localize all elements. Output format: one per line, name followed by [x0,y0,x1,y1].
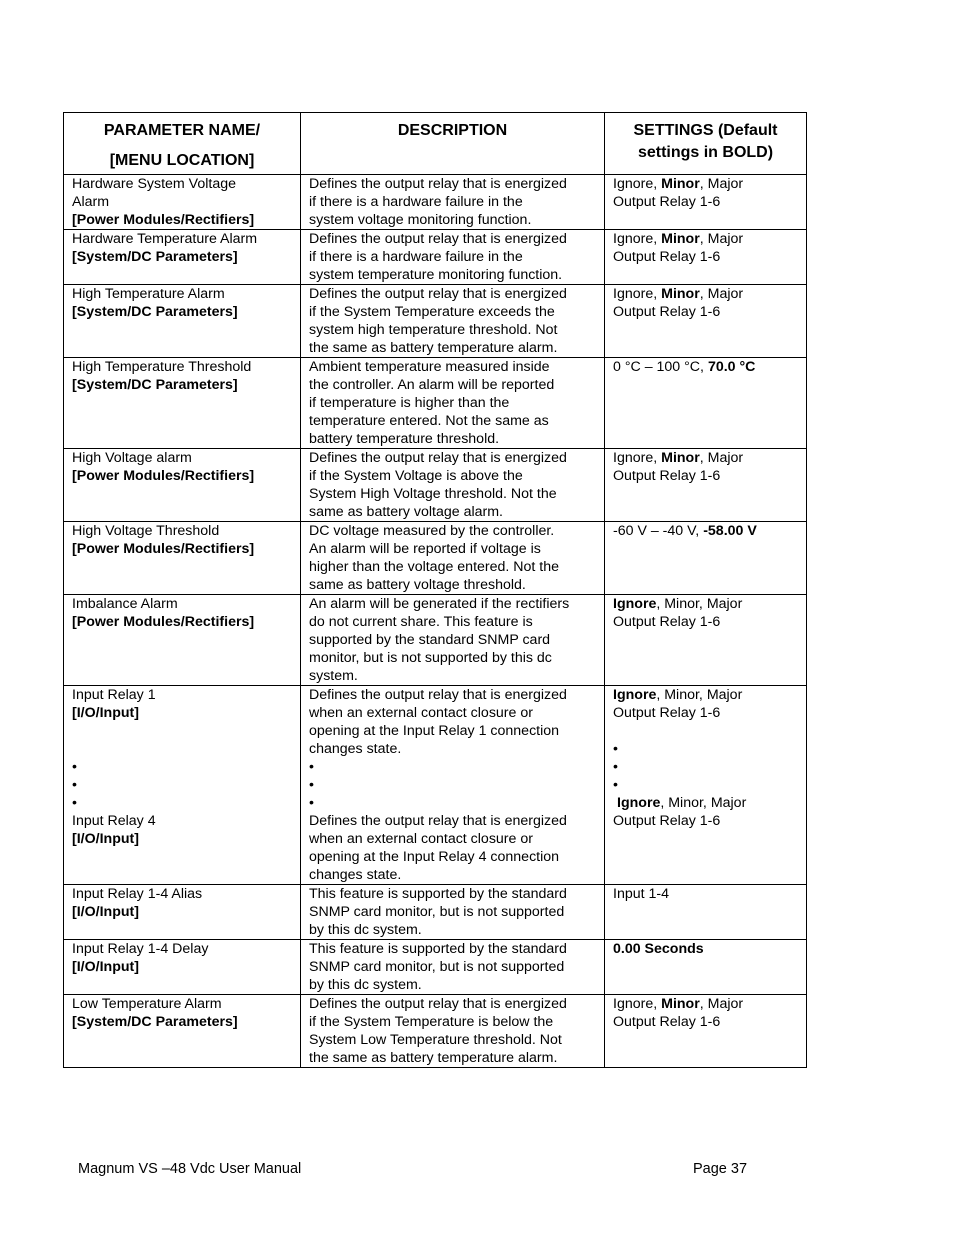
description-line: opening at the Input Relay 1 connection [309,723,560,739]
parameter-name: High Temperature Alarm [72,286,225,302]
settings-prefix: Ignore, [613,176,662,192]
description-cell [301,175,605,230]
settings-suffix: , Minor, Major [656,596,743,612]
parameter-cell [64,595,301,686]
parameter-name: Imbalance Alarm [72,596,178,612]
default-setting: 0.00 Seconds [613,941,704,957]
menu-location: [System/DC Parameters] [72,377,238,393]
footer-manual-title: Magnum VS –48 Vdc User Manual [78,1161,302,1177]
menu-location: [Power Modules/Rectifiers] [72,541,255,557]
parameter-name: Input Relay 1 [72,687,156,703]
settings-cell [605,595,807,686]
settings-cell [605,285,807,358]
description-line: System Low Temperature threshold. Not [309,1032,562,1048]
parameter-cell [64,285,301,358]
description-line: Defines the output relay that is energized [309,176,567,192]
table-row [64,940,807,995]
description-line: system voltage monitoring function. [309,212,532,228]
bullet: • [613,777,618,793]
header-settings: SETTINGS (Default settings in BOLD) [605,113,807,175]
parameter-cell [64,686,301,885]
settings-line: Output Relay 1-6 [613,614,721,630]
parameter-name: Hardware System Voltage [72,176,237,192]
table-body-lower [64,885,807,1068]
settings-prefix: Ignore, [613,450,662,466]
table-row [64,449,807,522]
settings-cell [605,358,807,449]
header-description: DESCRIPTION [301,113,605,175]
settings-cell: Ignore, Minor, Major Output Relay 1-6 • • • Ignore, Minor, Major Output Relay 1-6 [605,686,807,885]
settings-line: Output Relay 1-6 [613,468,721,484]
menu-location: [System/DC Parameters] [72,1014,238,1030]
description-line: Defines the output relay that is energized [309,813,567,829]
parameter-name: Input Relay 4 [72,813,156,829]
description-line: temperature entered. Not the same as [309,413,549,429]
settings-line [613,285,798,303]
bullet: • [72,759,77,775]
parameter-cell [64,358,301,449]
description-line: battery temperature threshold. [309,431,500,447]
description-line: if there is a hardware failure in the [309,194,523,210]
parameter-name: Alarm [72,194,110,210]
bullet: • [309,795,314,811]
description-cell [301,449,605,522]
description-cell [301,522,605,595]
menu-location: [I/O/Input] [72,959,139,975]
description-line: monitor, but is not supported by this dc [309,650,552,666]
description-line: SNMP card monitor, but is not supported [309,959,565,975]
description-line: opening at the Input Relay 4 connection [309,849,560,865]
description-line: when an external contact closure or [309,705,533,721]
description-line: when an external contact closure or [309,831,533,847]
description-cell [301,285,605,358]
menu-location: [I/O/Input] [72,904,139,920]
description-line: the same as battery temperature alarm. [309,1050,558,1066]
parameter-cell [64,522,301,595]
parameter-cell [64,995,301,1068]
settings-line [613,230,798,248]
description-line: same as battery voltage alarm. [309,504,503,520]
settings-prefix: -60 V – -40 V, [613,523,704,539]
default-setting: Ignore [617,795,661,811]
table-row [64,285,807,358]
settings-prefix: Input 1-4 [613,886,670,902]
description-line: system high temperature threshold. Not [309,322,558,338]
menu-location: [I/O/Input] [72,705,139,721]
menu-location: [System/DC Parameters] [72,304,238,320]
settings-line: Output Relay 1-6 [613,194,721,210]
table-row [64,686,807,885]
menu-location: [System/DC Parameters] [72,249,238,265]
default-setting: Minor [661,176,700,192]
settings-suffix: , Major [699,176,744,192]
description-line: Defines the output relay that is energized [309,286,567,302]
description-line: by this dc system. [309,977,422,993]
parameter-cell [64,175,301,230]
description-line: Ambient temperature measured inside [309,359,550,375]
description-line: This feature is supported by the standard [309,886,567,902]
default-setting: 70.0 °C [707,359,756,375]
description-line: if the System Voltage is above the [309,468,523,484]
settings-line [613,885,798,903]
description-line: system. [309,668,358,684]
description-line: changes state. [309,867,402,883]
description-cell [301,686,605,885]
table-row [64,175,807,230]
description-line: supported by the standard SNMP card [309,632,551,648]
settings-line [613,449,798,467]
description-line: Defines the output relay that is energized [309,996,567,1012]
default-setting: Ignore [613,687,657,703]
default-setting: Ignore [613,596,657,612]
description-line: changes state. [309,741,402,757]
description-line: higher than the voltage entered. Not the [309,559,560,575]
parameter-name: High Voltage Threshold [72,523,220,539]
settings-prefix: Ignore, [613,231,662,247]
settings-suffix: , Major [699,996,744,1012]
settings-line [613,358,798,376]
header-parameter-name: PARAMETER NAME/ [MENU LOCATION] [64,113,301,175]
bullet: • [72,777,77,793]
description-line: by this dc system. [309,922,422,938]
description-line: DC voltage measured by the controller. [309,523,555,539]
default-setting: -58.00 V [703,523,757,539]
table-row [64,595,807,686]
description-cell [301,358,605,449]
description-line: System High Voltage threshold. Not the [309,486,557,502]
table-header-row [64,113,807,175]
settings-suffix: , Major [699,231,744,247]
settings-suffix: , Major [699,450,744,466]
settings-cell [605,522,807,595]
parameter-cell [64,449,301,522]
settings-line: Output Relay 1-6 [613,1014,721,1030]
parameter-name: High Voltage alarm [72,450,192,466]
description-line: An alarm will be reported if voltage is [309,541,541,557]
table-body-upper [64,175,807,686]
settings-line [613,522,798,540]
bullet: • [309,759,314,775]
description-cell [301,995,605,1068]
settings-prefix: Ignore, [613,996,662,1012]
parameter-cell [64,885,301,940]
description-line: if temperature is higher than the [309,395,510,411]
menu-location: [Power Modules/Rectifiers] [72,614,255,630]
settings-line [613,940,798,958]
settings-cell [605,449,807,522]
bullet: • [613,741,618,757]
default-setting: Minor [661,286,700,302]
description-line: the same as battery temperature alarm. [309,340,558,356]
description-line: SNMP card monitor, but is not supported [309,904,565,920]
table-row [64,995,807,1068]
parameter-cell [64,940,301,995]
footer-page-number: Page 37 [693,1161,748,1177]
table-row [64,358,807,449]
bullet: • [309,777,314,793]
parameter-table [63,112,807,1068]
description-cell [301,595,605,686]
description-line: the controller. An alarm will be reported [309,377,555,393]
description-cell [301,230,605,285]
menu-location: [Power Modules/Rectifiers] [72,468,255,484]
settings-prefix: 0 °C – 100 °C, [613,359,708,375]
description-line: Defines the output relay that is energized [309,450,567,466]
table-row [64,230,807,285]
parameter-name: Hardware Temperature Alarm [72,231,258,247]
table-row [64,522,807,595]
bullet: • [613,759,618,775]
description-line: An alarm will be generated if the rectifiers [309,596,570,612]
settings-prefix: Ignore, [613,286,662,302]
parameter-name: High Temperature Threshold [72,359,252,375]
settings-line [613,995,798,1013]
settings-cell [605,940,807,995]
default-setting: Minor [661,450,700,466]
description-cell [301,940,605,995]
settings-line: Output Relay 1-6 [613,705,721,721]
description-line: This feature is supported by the standard [309,941,567,957]
description-line: same as battery voltage threshold. [309,577,526,593]
menu-location: [Power Modules/Rectifiers] [72,212,255,228]
description-line: if the System Temperature is below the [309,1014,554,1030]
settings-cell [605,885,807,940]
menu-location: [I/O/Input] [72,831,139,847]
settings-suffix: , Major [699,286,744,302]
parameter-name: Input Relay 1-4 Delay [72,941,209,957]
description-line: do not current share. This feature is [309,614,533,630]
description-line: system temperature monitoring function. [309,267,563,283]
description-line: Defines the output relay that is energized [309,231,567,247]
bullet: • [72,795,77,811]
settings-line: Output Relay 1-6 [613,249,721,265]
settings-line: Output Relay 1-6 [613,304,721,320]
default-setting: Minor [661,231,700,247]
default-setting: Minor [661,996,700,1012]
table-body-input-relay [64,686,807,885]
description-line: if the System Temperature exceeds the [309,304,555,320]
settings-cell [605,995,807,1068]
settings-line [613,175,798,193]
parameter-cell [64,230,301,285]
description-line: Defines the output relay that is energized [309,687,567,703]
settings-line [613,595,798,613]
settings-line: Output Relay 1-6 [613,813,721,829]
settings-cell [605,230,807,285]
parameter-name: Input Relay 1-4 Alias [72,886,203,902]
table-row [64,885,807,940]
description-line: if there is a hardware failure in the [309,249,523,265]
parameter-name: Low Temperature Alarm [72,996,222,1012]
settings-cell [605,175,807,230]
description-cell [301,885,605,940]
